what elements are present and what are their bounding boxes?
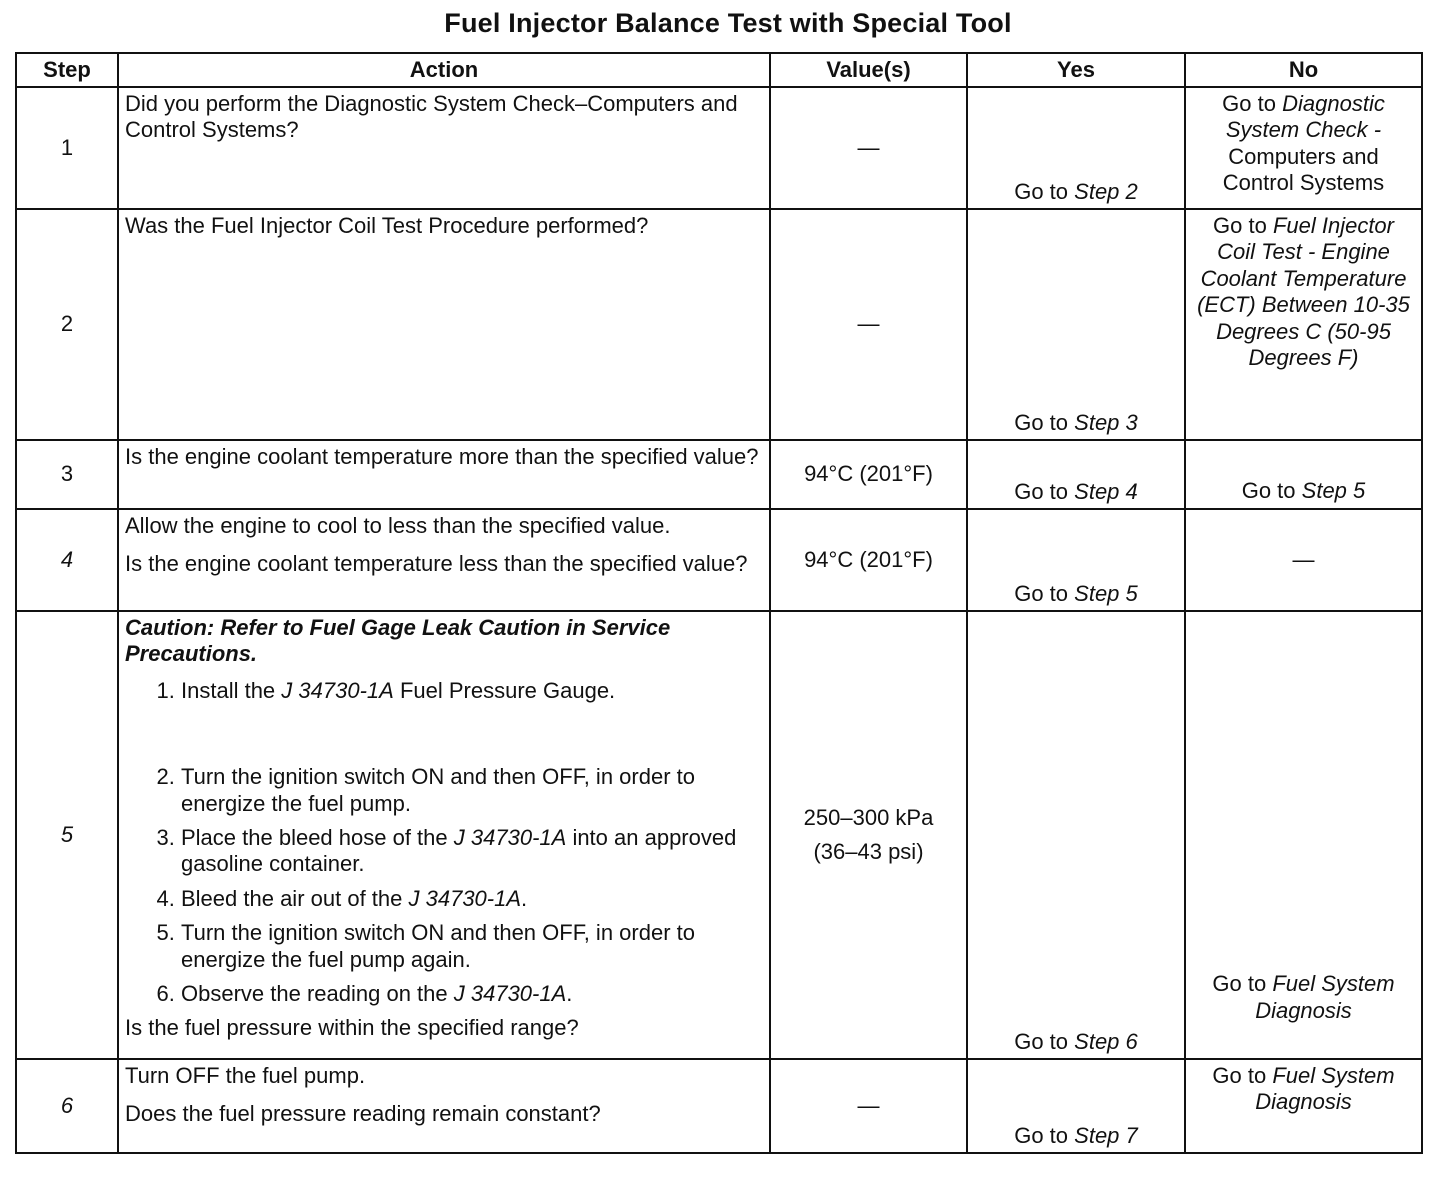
list-item <box>181 981 763 1007</box>
action-text: Did you perform the Diagnostic System Check–Computers and Control Systems? <box>125 91 738 143</box>
action-text: Is the engine coolant temperature more than the specified value? <box>125 444 759 469</box>
list-item <box>181 825 763 878</box>
action-question: Does the fuel pressure reading remain constant? <box>125 1101 601 1127</box>
action-instruction: Allow the engine to cool to less than the specified value. <box>125 513 671 538</box>
action-question: Is the fuel pressure within the specified range? <box>125 1015 579 1041</box>
tool-name: J 34730-1A <box>453 824 567 850</box>
value-secondary: (36–43 psi) <box>813 839 924 864</box>
action-cell <box>118 440 770 509</box>
page-title: Fuel Injector Balance Test with Special Tool <box>444 8 1012 38</box>
action-instruction: Turn OFF the fuel pump. <box>125 1063 366 1088</box>
go-to-text: Go to <box>1014 409 1069 435</box>
no-target-text: Computers and Control Systems <box>1222 143 1385 196</box>
header-action: Action <box>118 53 770 87</box>
go-to-text: Go to <box>1222 91 1276 116</box>
substep-text: Turn the ignition switch ON and then OFF, in order to energize the fuel pump. <box>181 764 695 816</box>
yes-cell <box>967 87 1185 209</box>
value-cell <box>770 611 967 1059</box>
yes-cell <box>967 440 1185 509</box>
action-cell <box>118 87 770 209</box>
diagnostic-table <box>15 52 1423 1154</box>
no-target-link[interactable]: Fuel System Diagnosis <box>1255 971 1395 1023</box>
no-cell <box>1185 87 1422 209</box>
substep-list <box>125 678 763 1008</box>
yes-cell <box>967 1059 1185 1153</box>
substep-text: Observe the reading on the <box>181 980 448 1006</box>
no-cell <box>1185 209 1422 440</box>
no-target-link[interactable]: Fuel System Diagnosis <box>1255 1063 1395 1115</box>
yes-target-link[interactable]: Step 3 <box>1074 409 1138 435</box>
go-to-text: Go to <box>1014 1122 1069 1148</box>
substep-text: Place the bleed hose of the <box>181 824 448 850</box>
no-target-link[interactable]: Step 5 <box>1301 477 1366 503</box>
yes-target-link[interactable]: Step 2 <box>1074 178 1138 204</box>
substep-text: Turn the ignition switch ON and then OFF, in order to energize the fuel pump again. <box>181 920 695 972</box>
substep-text: Fuel Pressure Gauge. <box>399 677 616 703</box>
value-cell: 94°C (201°F) <box>770 440 967 509</box>
action-question: Is the engine coolant temperature less than the specified value? <box>125 551 748 577</box>
step-number: 3 <box>16 440 118 509</box>
header-row <box>16 53 1422 87</box>
yes-target-link[interactable]: Step 6 <box>1074 1028 1138 1054</box>
list-item <box>181 920 763 973</box>
tool-name: J 34730-1A <box>453 980 567 1006</box>
no-cell <box>1185 440 1422 509</box>
tool-name: J 34730-1A <box>281 677 394 703</box>
yes-target-link[interactable]: Step 7 <box>1074 1122 1138 1148</box>
list-item <box>181 678 763 704</box>
go-to-text: Go to <box>1014 580 1069 606</box>
tool-name: J 34730-1A <box>408 885 522 911</box>
action-cell <box>118 209 770 440</box>
table-row-step-4 <box>16 509 1422 611</box>
substep-text: into an approved gasoline container. <box>181 824 737 877</box>
no-target-link[interactable]: Diagnostic System Check - <box>1225 91 1385 143</box>
no-target-link[interactable]: Fuel Injector Coil Test - Engine Coolant Temperature (ECT) Between 10-35 Degrees C (50-95 Degrees F) <box>1197 213 1410 370</box>
table-row-step-2 <box>16 209 1422 440</box>
value-cell: — <box>770 87 967 209</box>
value-primary: 250–300 kPa <box>803 804 934 830</box>
list-item <box>181 764 763 817</box>
yes-cell <box>967 509 1185 611</box>
header-step: Step <box>16 53 118 87</box>
header-no: No <box>1185 53 1422 87</box>
substep-text: Bleed the air out of the <box>181 885 403 911</box>
header-values: Value(s) <box>770 53 967 87</box>
table-row-step-1 <box>16 87 1422 209</box>
step-number: 1 <box>16 87 118 209</box>
go-to-text: Go to <box>1241 477 1296 503</box>
header-yes: Yes <box>967 53 1185 87</box>
action-cell <box>118 611 770 1059</box>
yes-cell <box>967 209 1185 440</box>
step-number: 2 <box>16 209 118 440</box>
action-cell <box>118 1059 770 1153</box>
caution-note: Caution: Refer to Fuel Gage Leak Caution in Service Precautions. <box>125 615 671 667</box>
substep-text: . <box>566 980 573 1006</box>
go-to-text: Go to <box>1212 1063 1267 1088</box>
value-cell: — <box>770 1059 967 1153</box>
substep-text: . <box>521 885 528 911</box>
action-text: Was the Fuel Injector Coil Test Procedure performed? <box>125 213 649 238</box>
no-cell <box>1185 1059 1422 1153</box>
go-to-text: Go to <box>1014 178 1069 204</box>
step-number: 4 <box>16 509 118 611</box>
step-number: 5 <box>16 611 118 1059</box>
yes-cell <box>967 611 1185 1059</box>
value-cell: 94°C (201°F) <box>770 509 967 611</box>
no-cell <box>1185 611 1422 1059</box>
action-cell <box>118 509 770 611</box>
table-row-step-6 <box>16 1059 1422 1153</box>
go-to-text: Go to <box>1014 478 1069 504</box>
list-item <box>181 886 763 912</box>
go-to-text: Go to <box>1213 213 1267 238</box>
no-cell: — <box>1185 509 1422 611</box>
substep-text: Install the <box>181 677 276 703</box>
step-number: 6 <box>16 1059 118 1153</box>
table-row-step-5 <box>16 611 1422 1059</box>
table-row-step-3 <box>16 440 1422 509</box>
yes-target-link[interactable]: Step 5 <box>1074 580 1138 606</box>
go-to-text: Go to <box>1014 1028 1069 1054</box>
go-to-text: Go to <box>1212 971 1267 997</box>
value-cell: — <box>770 209 967 440</box>
yes-target-link[interactable]: Step 4 <box>1074 478 1138 504</box>
